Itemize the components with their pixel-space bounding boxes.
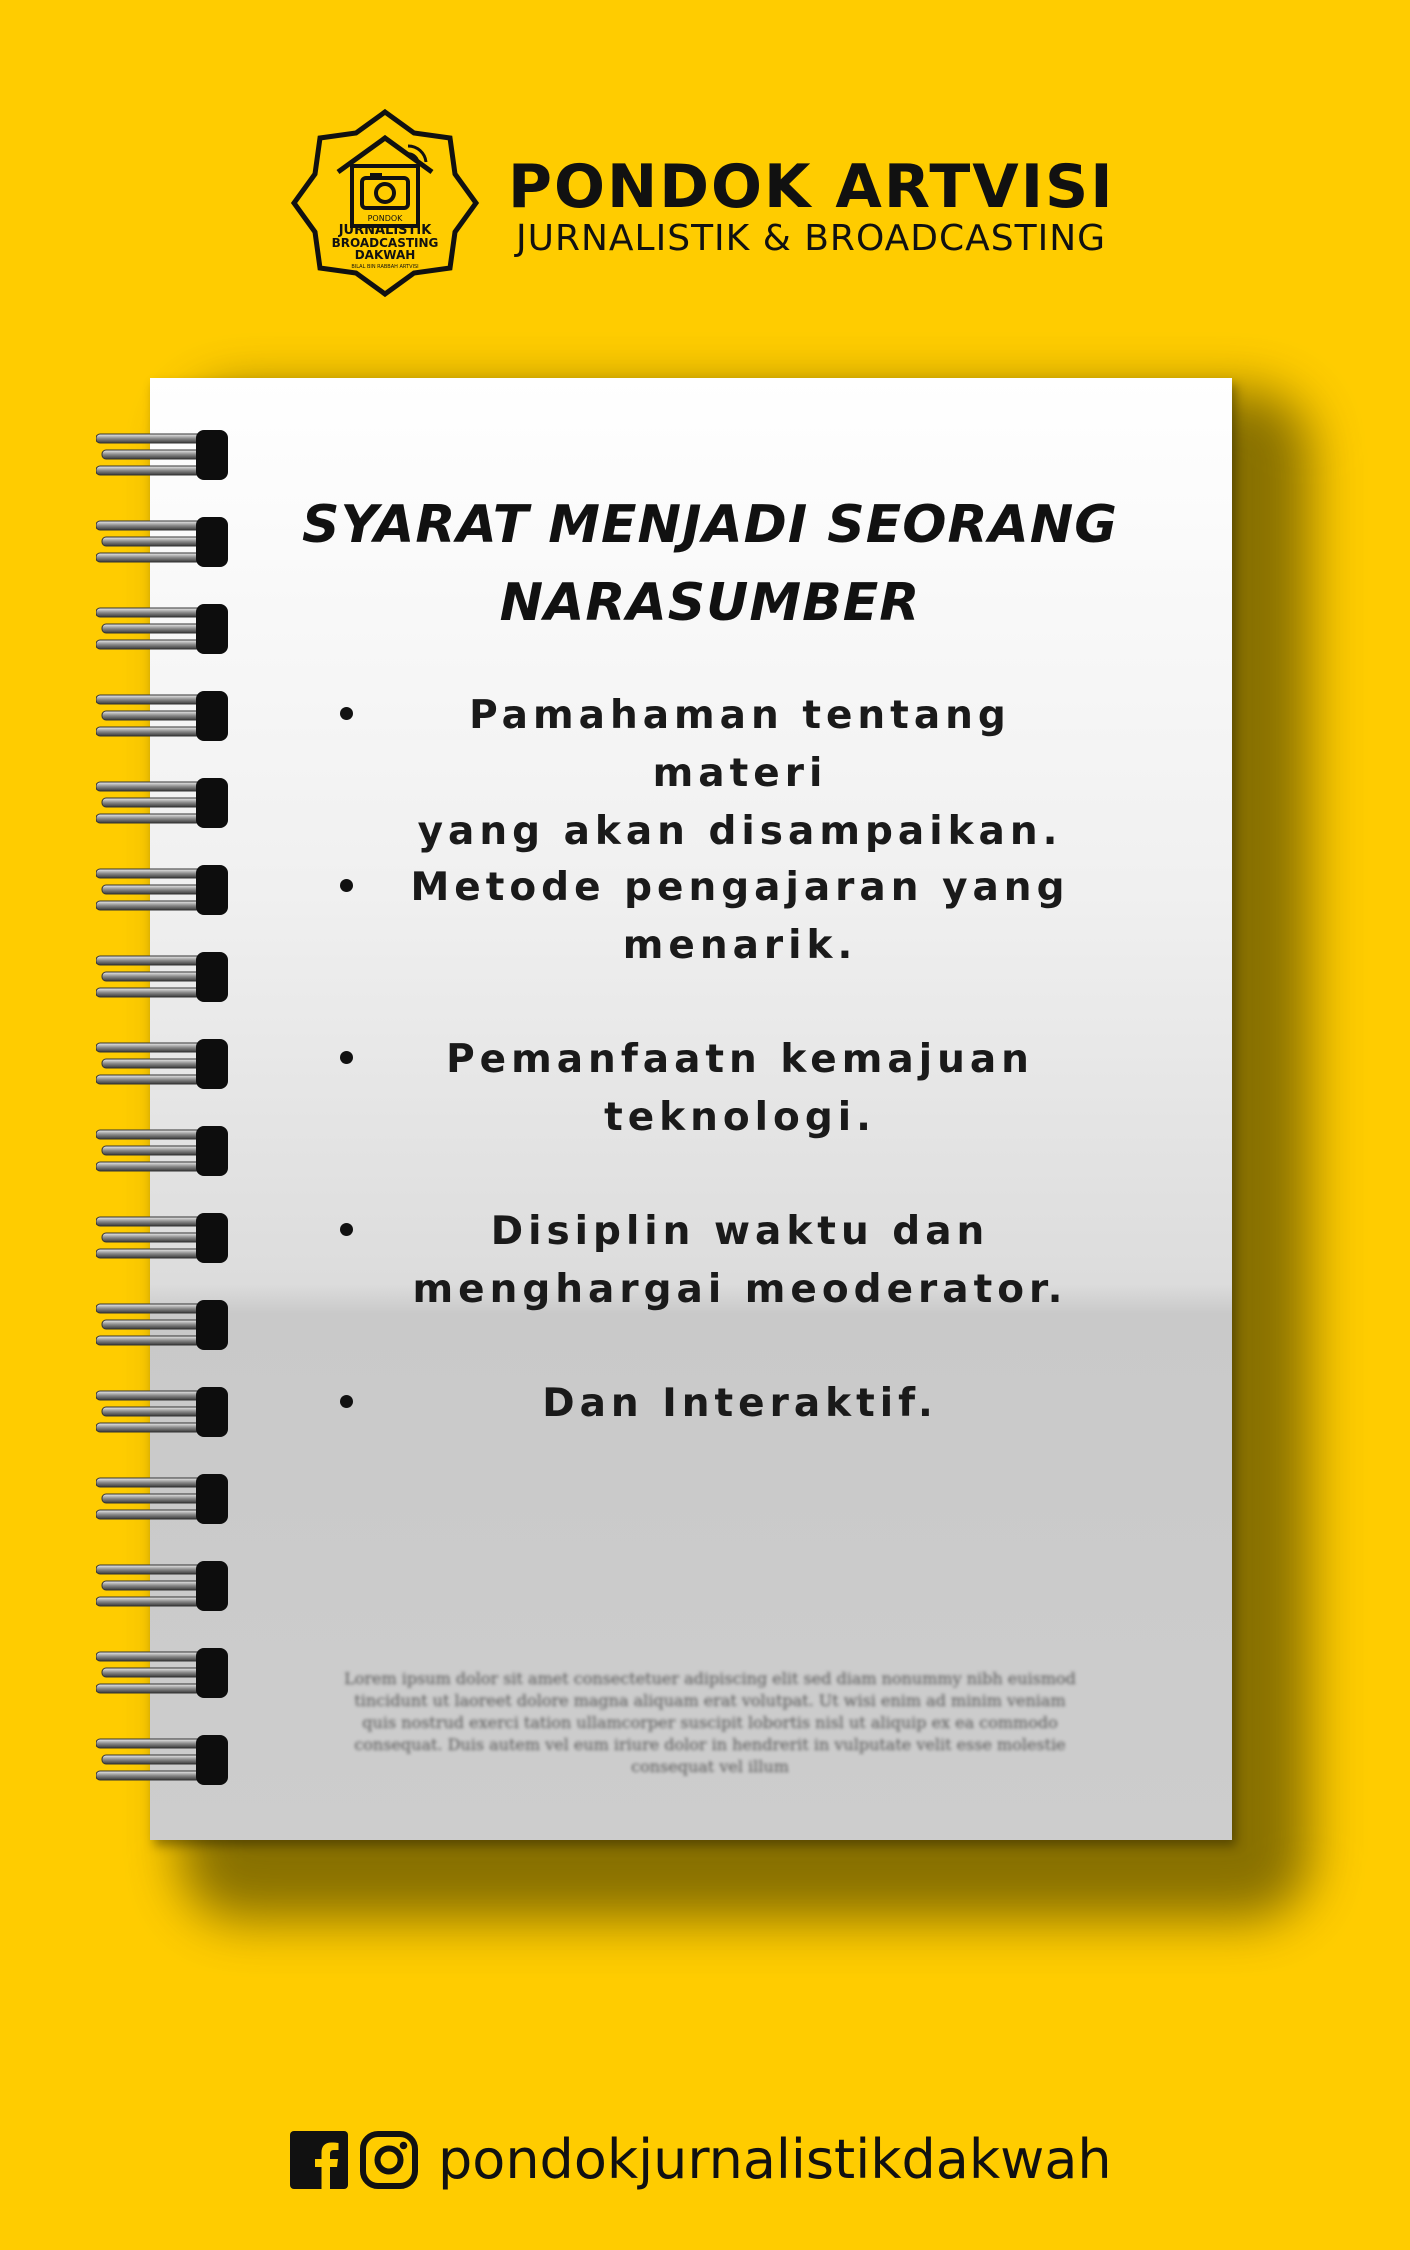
social-handle[interactable]: pondokjurnalistikdakwah <box>438 2128 1112 2191</box>
brand-subtitle: JURNALISTIK & BROADCASTING <box>516 218 1107 259</box>
spiral-ring <box>96 1474 228 1524</box>
list-item <box>340 1375 1140 1505</box>
spiral-ring <box>96 1300 228 1350</box>
spiral-ring <box>96 517 228 567</box>
bullet-icon <box>340 707 353 720</box>
spiral-ring <box>96 778 228 828</box>
placeholder-text-block: Lorem ipsum dolor sit amet consectetuer adipiscing elit sed diam nonummy nibh euismod tincidunt ut laoreet dolore magna aliquam erat volutpat. Ut wisi enim ad minim veniam quis nostrud exerci tation ullamcorper suscipit lobortis nisl ut aliquip ex ea commodo consequat. Duis autem vel eum iriure dolor in hendrerit in vulputate velit esse molestie consequat vel illum <box>344 1669 1076 1776</box>
list-item-line2: yang akan disampaikan. <box>417 809 1063 854</box>
logo-text-line3: DAKWAH <box>354 248 416 262</box>
spiral-ring <box>96 1387 228 1437</box>
instagram-icon[interactable] <box>360 2131 418 2189</box>
list-item-text <box>380 1031 1100 1147</box>
list-item-line1: Dan Interaktif. <box>542 1381 938 1426</box>
spiral-ring <box>96 1561 228 1611</box>
logo-text-line1: JURNALISTIK <box>338 223 432 238</box>
logo-text-line2: BROADCASTING <box>331 236 439 250</box>
bullet-icon <box>340 1395 353 1408</box>
list-item-line1: Pamahaman tentang materi <box>469 693 1011 796</box>
spiral-ring <box>96 1735 228 1785</box>
list-item <box>340 859 1140 989</box>
list-item-line2: teknologi. <box>604 1095 876 1140</box>
notebook-title-line1: SYARAT MENJADI SEORANG <box>302 495 1118 555</box>
notebook-title-line2: NARASUMBER <box>499 573 921 633</box>
spiral-ring <box>96 865 228 915</box>
spiral-ring <box>96 1039 228 1089</box>
logo-text-bottom: BILAL BIN RABBAH ARTVISI <box>351 264 419 270</box>
social-footer <box>290 2125 1170 2205</box>
list-item <box>340 1031 1140 1161</box>
list-item <box>340 1203 1140 1333</box>
list-item-line1: Disiplin waktu dan <box>490 1209 990 1254</box>
notebook-title <box>300 486 1120 642</box>
logo-text-top: PONDOK <box>367 214 403 223</box>
brand-logo <box>290 108 480 298</box>
list-item <box>340 687 1140 854</box>
bullet-icon <box>340 1223 353 1236</box>
spiral-ring <box>96 1648 228 1698</box>
notebook-spiral-rings <box>96 430 236 1790</box>
list-item-line1: Metode pengajaran yang <box>410 865 1070 910</box>
list-item-text <box>380 859 1100 975</box>
list-item-line2: menghargai meoderator. <box>412 1267 1068 1312</box>
facebook-icon[interactable] <box>290 2131 348 2189</box>
brand-header <box>290 108 1130 298</box>
list-item-text <box>380 1375 1100 1433</box>
spiral-ring <box>96 430 228 480</box>
bullet-icon <box>340 879 353 892</box>
spiral-ring <box>96 604 228 654</box>
bullet-icon <box>340 1051 353 1064</box>
spiral-ring <box>96 952 228 1002</box>
spiral-ring <box>96 1213 228 1263</box>
spiral-ring <box>96 1126 228 1176</box>
list-item-text <box>380 687 1100 861</box>
spiral-ring <box>96 691 228 741</box>
list-item-text <box>380 1203 1100 1319</box>
list-item-line1: Pemanfaatn kemajuan <box>446 1037 1034 1082</box>
list-item-line2: menarik. <box>622 923 858 968</box>
brand-title: PONDOK ARTVISI <box>508 152 1115 222</box>
